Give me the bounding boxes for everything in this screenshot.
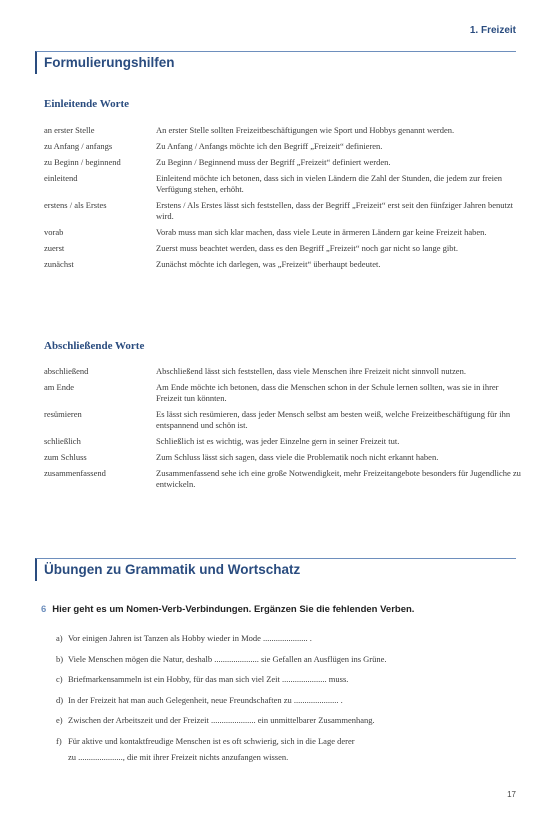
exercise-label: d) — [56, 694, 64, 705]
phrase-example: Vorab muss man sich klar machen, dass viele Leute in ärmeren Ländern gar keine Freizeit haben. — [156, 227, 487, 237]
phrase-row — [44, 259, 524, 270]
phrase-example: Zuerst muss beachtet werden, dass es den Begriff „Freizeit“ noch gar nicht so lange gibt. — [156, 243, 458, 253]
exercise-item-continuation: zu ....................., die mit ihrer Freizeit nichts anzufangen wissen. — [68, 752, 289, 762]
section-header-formulierungshilfen — [35, 51, 516, 74]
phrase-example: Einleitend möchte ich betonen, dass sich in vielen Ländern die Zahl der Stunden, die jedem zur freien Verfügung stehen, erhöht. — [156, 173, 503, 194]
phrase-term: zuerst — [44, 243, 65, 253]
phrase-row — [44, 157, 524, 168]
phrase-example: Zusammenfassend sehe ich eine große Notwendigkeit, mehr Freizeitangebote besonders für Jugendliche zu entwickeln. — [156, 468, 521, 489]
exercise-item — [56, 654, 516, 665]
phrase-term: zu Beginn / beginnend — [44, 157, 121, 167]
phrase-term: am Ende — [44, 382, 74, 392]
phrase-term: resümieren — [44, 409, 82, 419]
task-text: Hier geht es um Nomen-Verb-Verbindungen. Ergänzen Sie die fehlenden Verben. — [52, 604, 415, 615]
phrase-example: Zum Schluss lässt sich sagen, dass viele die Problematik noch nicht erkannt haben. — [156, 452, 439, 462]
phrase-term: zusammenfassend — [44, 468, 106, 478]
phrase-example: Abschließend lässt sich feststellen, dass viele Menschen ihre Freizeit nicht sinnvoll nutzen. — [156, 366, 466, 376]
phrase-row — [44, 468, 524, 490]
phrase-row — [44, 382, 524, 404]
phrase-row — [44, 173, 524, 195]
exercise-text: Zwischen der Arbeitszeit und der Freizeit ..................... ein unmittelbarer Zusammenhang. — [68, 715, 375, 725]
exercise-text: In der Freizeit hat man auch Gelegenheit, neue Freundschaften zu ..................... . — [68, 694, 343, 705]
exercise-label: b) — [56, 653, 64, 664]
phrase-term: zum Schluss — [44, 452, 87, 462]
exercise-label: c) — [56, 674, 63, 684]
phrase-term: zunächst — [44, 259, 74, 269]
phrase-example: Zunächst möchte ich darlegen, was „Freizeit“ überhaupt bedeutet. — [156, 259, 381, 269]
exercise-label: f) — [56, 735, 62, 746]
exercise-item — [56, 736, 516, 747]
task-instruction — [41, 604, 414, 615]
phrase-term: vorab — [44, 227, 64, 237]
phrase-row — [44, 141, 524, 152]
phrase-row — [44, 409, 524, 431]
phrase-example: Es lässt sich resümieren, dass jeder Mensch selbst am besten weiß, welche Freizeitbeschäftigung für ihn entspannend und schön ist. — [156, 409, 511, 430]
exercise-label: e) — [56, 715, 63, 725]
phrase-row — [44, 452, 524, 463]
phrase-row — [44, 436, 524, 447]
chapter-title: 1. Freizeit — [469, 25, 516, 36]
phrase-term: erstens / als Erstes — [44, 200, 107, 210]
phrase-row — [44, 243, 524, 254]
section-title: Übungen zu Grammatik und Wortschatz — [44, 562, 301, 577]
exercise-text: Viele Menschen mögen die Natur, deshalb ..................... sie Gefallen an Ausflügen ins Grüne. — [68, 653, 387, 664]
exercise-item — [56, 715, 516, 726]
phrase-term: zu Anfang / anfangs — [44, 141, 113, 151]
exercise-item — [56, 695, 516, 706]
phrase-row — [44, 227, 524, 238]
exercise-text: Für aktive und kontaktfreudige Menschen ist es oft schwierig, sich in die Lage derer — [68, 735, 355, 746]
phrase-example: Zu Anfang / Anfangs möchte ich den Begriff „Freizeit“ definieren. — [156, 141, 383, 151]
exercise-item — [56, 633, 516, 644]
exercise-text: Briefmarkensammeln ist ein Hobby, für das man sich viel Zeit ..................... muss. — [68, 674, 349, 684]
exercise-item — [56, 674, 516, 685]
phrase-term: an erster Stelle — [44, 125, 95, 135]
subheading-einleitende-worte: Einleitende Worte — [44, 98, 130, 110]
phrase-row — [44, 125, 524, 136]
exercise-text: Vor einigen Jahren ist Tanzen als Hobby wieder in Mode ..................... . — [68, 633, 312, 643]
task-number: 6 — [41, 604, 47, 615]
closing-phrase-list — [44, 366, 524, 495]
section-title: Formulierungshilfen — [44, 55, 175, 70]
phrase-row — [44, 200, 524, 222]
page-number: 17 — [507, 790, 516, 799]
phrase-example: Zu Beginn / Beginnend muss der Begriff „Freizeit“ definiert werden. — [156, 157, 391, 167]
phrase-example: An erster Stelle sollten Freizeitbeschäftigungen wie Sport und Hobbys genannt werden. — [156, 125, 455, 135]
exercise-label: a) — [56, 633, 63, 643]
exercise-list — [56, 633, 516, 773]
phrase-row — [44, 366, 524, 377]
phrase-term: abschließend — [44, 366, 89, 376]
section-header-uebungen — [35, 558, 516, 581]
phrase-example: Schließlich ist es wichtig, was jeder Einzelne gern in seiner Freizeit tut. — [156, 436, 400, 446]
phrase-term: einleitend — [44, 173, 78, 183]
subheading-abschliessende-worte: Abschließende Worte — [44, 340, 145, 352]
intro-phrase-list — [44, 125, 524, 275]
phrase-term: schließlich — [44, 436, 81, 446]
phrase-example: Erstens / Als Erstes lässt sich feststellen, dass der Begriff „Freizeit“ erst seit den fünfziger Jahren benutzt wird. — [156, 200, 513, 221]
phrase-example: Am Ende möchte ich betonen, dass die Menschen schon in der Schule lernen sollten, was sie in ihrer Freizeit tun könnten. — [156, 382, 499, 403]
